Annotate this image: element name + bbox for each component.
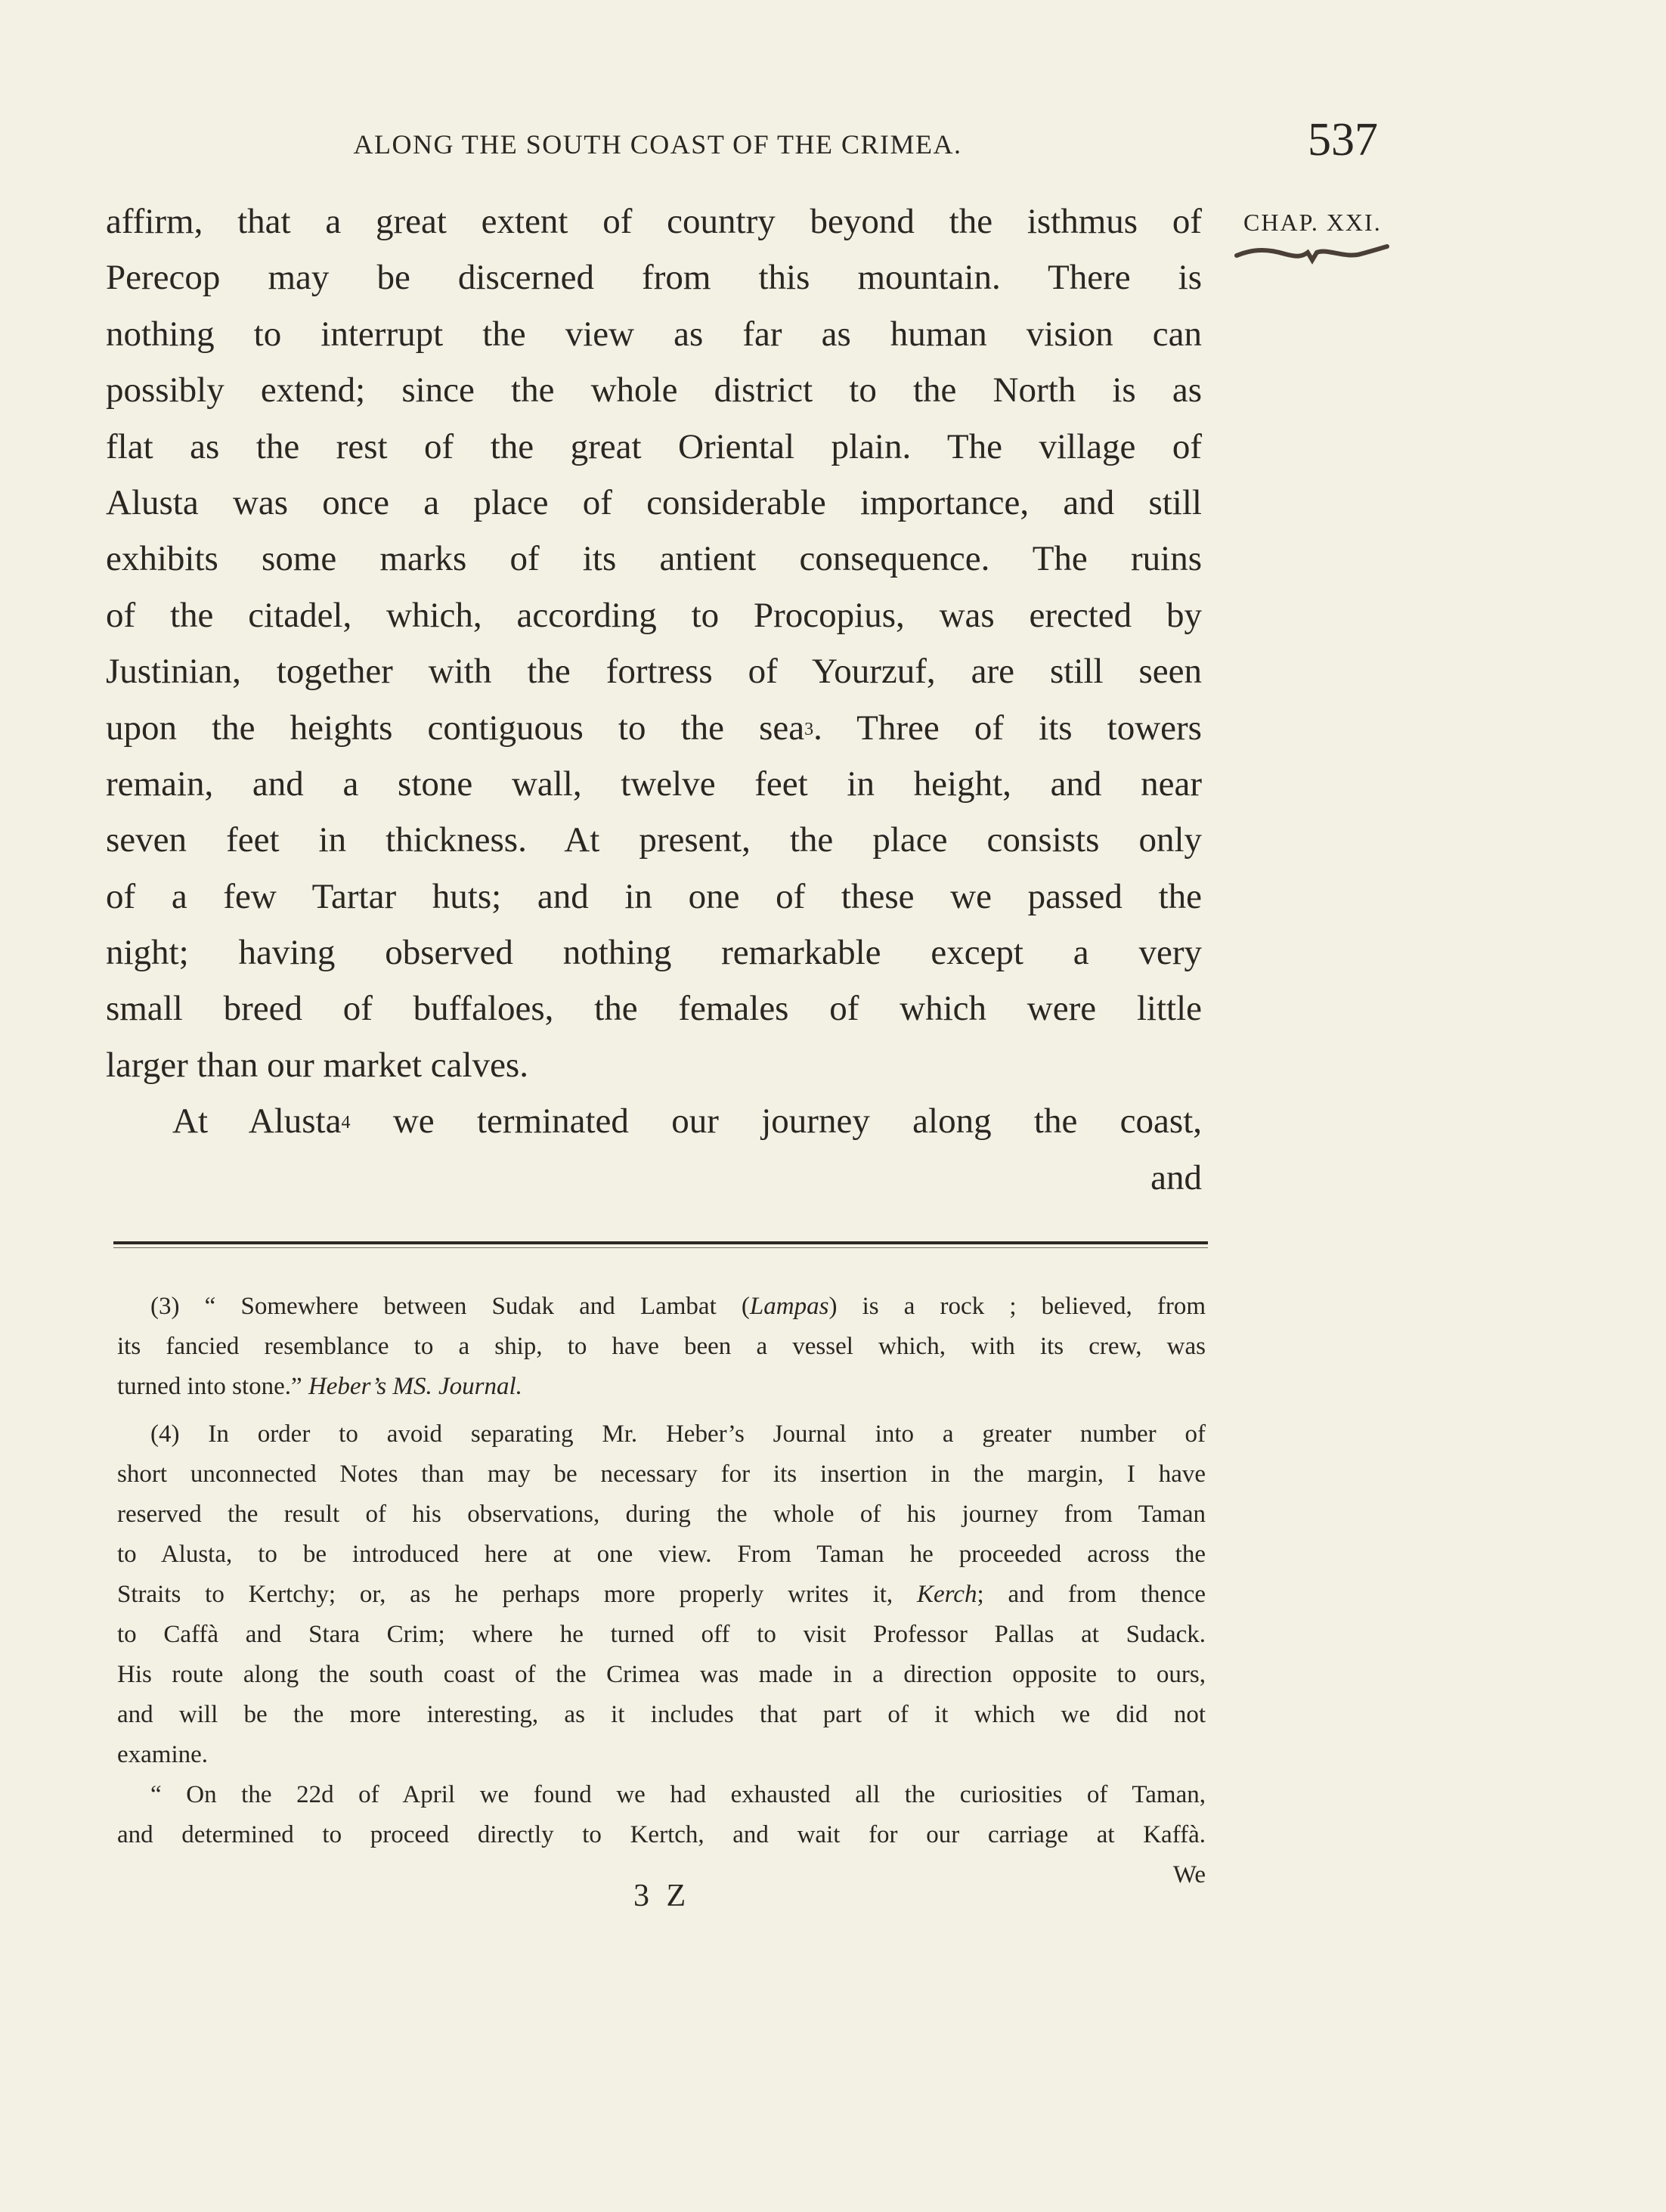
text-line: of the citadel, which, according to Procopius, was erected by (106, 595, 1202, 635)
flourish-ornament-icon (1232, 242, 1391, 272)
text-segment: Straits to Kertchy; or, as he perhaps more properly writes it, (117, 1581, 918, 1608)
footnote-4-line: examine. (117, 1741, 209, 1768)
text-line: nothing to interrupt the view as far as human vision can (106, 314, 1202, 354)
footnote-catchword: We (1172, 1861, 1206, 1888)
footnote-3-line (117, 1287, 1206, 1327)
footnote-4-line: “ On the 22d of April we found we had exhausted all the curiosities of Taman, (150, 1781, 1206, 1808)
footnote-4-line (117, 1414, 1206, 1455)
text-segment: ; and from thence (977, 1581, 1206, 1608)
text-line (106, 1093, 1202, 1149)
running-header: ALONG THE SOUTH COAST OF THE CRIMEA. (353, 129, 962, 160)
catchword: and (1150, 1157, 1202, 1197)
text-line: remain, and a stone wall, twelve feet in height, and near (106, 764, 1202, 804)
italic-text: Heber’s MS. Journal. (308, 1373, 522, 1400)
footnote-marker: (3) (150, 1293, 180, 1320)
footnote-4-line: and will be the more interesting, as it includes that part of it which we did not (117, 1701, 1206, 1728)
text-segment: . (813, 708, 822, 748)
text-line: affirm, that a great extent of country beyond the isthmus of (106, 202, 1202, 241)
text-segment: Three of its towers (822, 708, 1202, 748)
footnote-4-line: and determined to proceed directly to Kertch, and wait for our carriage at Kaffà. (117, 1821, 1206, 1848)
text-segment: In order to avoid separating Mr. Heber’s Journal into a greater number of (179, 1420, 1206, 1448)
text-segment: ) is a rock ; believed, from (828, 1293, 1206, 1320)
text-segment: upon the heights contiguous to the sea (106, 708, 805, 748)
text-segment: “ Somewhere between Sudak and Lambat ( (204, 1293, 750, 1320)
chapter-side-note: CHAP. XXI. (1243, 209, 1382, 236)
footnote-ref-3: 3 (804, 719, 814, 739)
footnote-rule-thin (113, 1247, 1208, 1248)
text-segment: turned into stone.” (117, 1373, 308, 1400)
footnote-4-line: to Caffà and Stara Crim; where he turned off to visit Professor Pallas at Sudack. (117, 1621, 1206, 1648)
footnote-ref-4: 4 (341, 1113, 351, 1133)
text-line: seven feet in thickness. At present, the place consists only (106, 820, 1202, 860)
italic-text: Lampas (749, 1293, 829, 1320)
footnote-4-line: short unconnected Notes than may be necessary for its insertion in the margin, I have (117, 1461, 1206, 1488)
footnote-marker: (4) (150, 1420, 180, 1448)
text-line: Perecop may be discerned from this mountain. There is (106, 258, 1202, 298)
text-line: night; having observed nothing remarkable except a very (106, 933, 1202, 973)
footnote-4-line (117, 1575, 1206, 1615)
footnotes (117, 1287, 1206, 1895)
signature-mark: 3 Z (633, 1879, 691, 1913)
text-line: of a few Tartar huts; and in one of these we passed the (106, 876, 1202, 916)
text-line: larger than our market calves. (106, 1045, 528, 1085)
main-text (106, 194, 1202, 1206)
text-line: possibly extend; since the whole district to the North is as (106, 370, 1202, 410)
text-line: Justinian, together with the fortress of Yourzuf, are still seen (106, 652, 1202, 692)
footnote-3-line: its fancied resemblance to a ship, to have been a vessel which, with its crew, was (117, 1333, 1206, 1360)
footnote-4-line: reserved the result of his observations, during the whole of his journey from Taman (117, 1501, 1206, 1528)
text-line: Alusta was once a place of considerable importance, and still (106, 482, 1202, 522)
text-line: flat as the rest of the great Oriental plain. The village of (106, 426, 1202, 466)
text-line (106, 700, 1202, 756)
footnote-4-line: to Alusta, to be introduced here at one view. From Taman he proceeded across the (117, 1541, 1206, 1568)
footnote-3-line (117, 1367, 1206, 1407)
text-line: small breed of buffaloes, the females of which were little (106, 989, 1202, 1029)
footnote-rule (113, 1241, 1208, 1244)
italic-text: Kerch (917, 1581, 977, 1608)
text-line: exhibits some marks of its antient consequence. The ruins (106, 539, 1202, 579)
page-number: 537 (1308, 114, 1378, 166)
text-segment: At Alusta (172, 1101, 342, 1142)
text-segment: we terminated our journey along the coast, (392, 1101, 1203, 1142)
footnote-4-line: His route along the south coast of the Crimea was made in a direction opposite to ours, (117, 1661, 1206, 1688)
